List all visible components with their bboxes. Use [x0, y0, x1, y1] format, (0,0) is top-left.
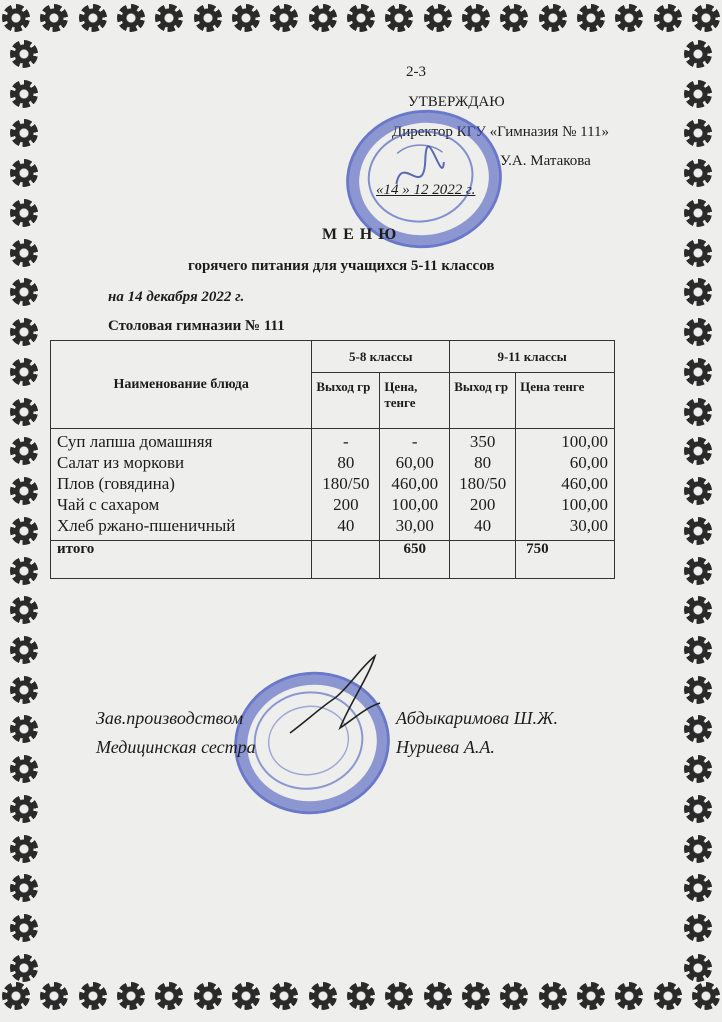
total-empty-2 [450, 541, 516, 579]
border-ornament [684, 795, 712, 823]
total-empty-1 [312, 541, 380, 579]
border-ornament [462, 4, 490, 32]
border-ornament [424, 982, 452, 1010]
dish-name: Хлеб ржано-пшеничный [57, 516, 236, 535]
border-ornament [155, 982, 183, 1010]
output-value: 180/50 [322, 474, 370, 493]
col-header-dish: Наименование блюда [51, 341, 312, 429]
border-ornament [684, 318, 712, 346]
price-value: - [411, 432, 418, 451]
dish-name: Суп лапша домашняя [57, 432, 213, 451]
border-ornament [2, 4, 30, 32]
border-ornament [10, 477, 38, 505]
border-ornament [684, 874, 712, 902]
border-ornament [347, 4, 375, 32]
border-ornament [10, 398, 38, 426]
border-ornament [232, 4, 260, 32]
menu-subtitle: горячего питания для учащихся 5-11 классов [188, 258, 495, 274]
border-ornament [385, 982, 413, 1010]
border-ornament [684, 596, 712, 624]
border-ornament [684, 715, 712, 743]
output-value: 200 [333, 495, 359, 514]
border-ornament [117, 982, 145, 1010]
border-ornament [692, 982, 720, 1010]
border-ornament [615, 4, 643, 32]
border-ornament [10, 795, 38, 823]
approval-position: Директор КГУ «Гимназия № 111» [392, 124, 610, 140]
border-ornament [684, 437, 712, 465]
output-5-8-cell [312, 429, 380, 541]
border-ornament [500, 982, 528, 1010]
border-ornament [10, 119, 38, 147]
dish-name: Салат из моркови [57, 453, 185, 472]
border-ornament [309, 4, 337, 32]
border-ornament [10, 199, 38, 227]
border-ornament [684, 517, 712, 545]
output-value: 40 [474, 516, 492, 535]
col-header-output-5-8: Выход гр [312, 373, 380, 429]
role-production-head: Зав.производством [96, 708, 244, 728]
border-ornament [684, 199, 712, 227]
border-ornament [424, 4, 452, 32]
border-ornament [654, 4, 682, 32]
border-ornament [462, 982, 490, 1010]
border-top [0, 4, 722, 44]
border-ornament [10, 239, 38, 267]
signature-stroke [280, 648, 400, 748]
border-ornament [117, 4, 145, 32]
border-ornament [684, 557, 712, 585]
approval-name: У.А. Матакова [500, 153, 591, 169]
border-ornament [40, 4, 68, 32]
price-value: 30,00 [395, 516, 434, 535]
border-ornament [684, 636, 712, 664]
price-value: 60,00 [569, 453, 608, 472]
border-ornament [2, 982, 30, 1010]
price-value: 100,00 [561, 432, 608, 451]
border-ornament [684, 159, 712, 187]
border-ornament [194, 982, 222, 1010]
border-ornament [10, 437, 38, 465]
border-ornament [10, 874, 38, 902]
price-value: 30,00 [569, 516, 608, 535]
border-ornament [684, 239, 712, 267]
border-ornament [10, 596, 38, 624]
menu-table [50, 340, 615, 579]
border-ornament [500, 4, 528, 32]
border-ornament [10, 557, 38, 585]
dish-names-cell [51, 429, 312, 541]
border-ornament [654, 982, 682, 1010]
output-value: 200 [469, 495, 496, 514]
dish-name: Плов (говядина) [57, 474, 175, 493]
total-label: итого [51, 541, 312, 579]
border-ornament [615, 982, 643, 1010]
price-value: 460,00 [561, 474, 608, 493]
border-ornament [10, 159, 38, 187]
col-header-price-9-11: Цена тенге [516, 373, 615, 429]
border-ornament [155, 4, 183, 32]
group-header-5-8: 5-8 классы [312, 341, 450, 373]
price-9-11-cell [516, 429, 615, 541]
border-ornament [684, 676, 712, 704]
border-ornament [347, 982, 375, 1010]
output-value: 80 [474, 453, 492, 472]
border-ornament [10, 914, 38, 942]
border-ornament [79, 4, 107, 32]
border-ornament [577, 982, 605, 1010]
border-ornament [270, 982, 298, 1010]
border-right [678, 40, 718, 982]
output-value: 350 [469, 432, 496, 451]
border-ornament [385, 4, 413, 32]
border-ornament [40, 982, 68, 1010]
border-ornament [10, 676, 38, 704]
role-nurse: Медицинская сестра [96, 737, 256, 757]
border-ornament [10, 755, 38, 783]
border-ornament [684, 835, 712, 863]
border-ornament [10, 835, 38, 863]
border-ornament [684, 358, 712, 386]
menu-date: на 14 декабря 2022 г. [108, 289, 245, 305]
price-value: 60,00 [395, 453, 434, 472]
border-ornament [684, 40, 712, 68]
approval-date: «14 » 12 2022 г. [376, 182, 476, 198]
border-ornament [10, 358, 38, 386]
border-ornament [684, 914, 712, 942]
output-value: - [343, 432, 349, 451]
approval-title: УТВЕРЖДАЮ [408, 94, 505, 110]
price-value: 100,00 [391, 495, 439, 514]
canteen-name: Столовая гимназии № 111 [108, 318, 285, 334]
doc-number: 2-3 [406, 64, 426, 80]
name-production-head: Абдыкаримова Ш.Ж. [396, 708, 558, 728]
price-value: 100,00 [561, 495, 608, 514]
output-9-11-cell [450, 429, 516, 541]
price-value: 460,00 [391, 474, 439, 493]
border-ornament [270, 4, 298, 32]
border-ornament [684, 278, 712, 306]
border-ornament [10, 954, 38, 982]
border-ornament [10, 715, 38, 743]
price-5-8-cell [380, 429, 450, 541]
border-ornament [684, 477, 712, 505]
border-ornament [232, 982, 260, 1010]
border-ornament [10, 636, 38, 664]
border-left [4, 40, 44, 982]
output-value: 180/50 [459, 474, 507, 493]
border-ornament [10, 318, 38, 346]
total-5-8: 650 [380, 541, 450, 579]
border-ornament [684, 954, 712, 982]
col-header-price-5-8: Цена, тенге [380, 373, 450, 429]
border-ornament [684, 119, 712, 147]
output-value: 40 [337, 516, 355, 535]
border-ornament [577, 4, 605, 32]
border-ornament [309, 982, 337, 1010]
dish-name: Чай с сахаром [57, 495, 160, 514]
output-value: 80 [337, 453, 355, 472]
border-ornament [194, 4, 222, 32]
border-ornament [10, 40, 38, 68]
name-nurse: Нуриева А.А. [396, 737, 495, 757]
border-ornament [692, 4, 720, 32]
border-ornament [10, 517, 38, 545]
border-ornament [684, 80, 712, 108]
col-header-output-9-11: Выход гр [450, 373, 516, 429]
total-9-11: 750 [516, 541, 615, 579]
border-ornament [10, 278, 38, 306]
border-ornament [684, 398, 712, 426]
menu-title: М Е Н Ю [322, 226, 398, 243]
border-ornament [79, 982, 107, 1010]
border-ornament [10, 80, 38, 108]
border-ornament [684, 755, 712, 783]
border-ornament [539, 4, 567, 32]
group-header-9-11: 9-11 классы [450, 341, 615, 373]
border-ornament [539, 982, 567, 1010]
border-bottom [0, 982, 722, 1022]
